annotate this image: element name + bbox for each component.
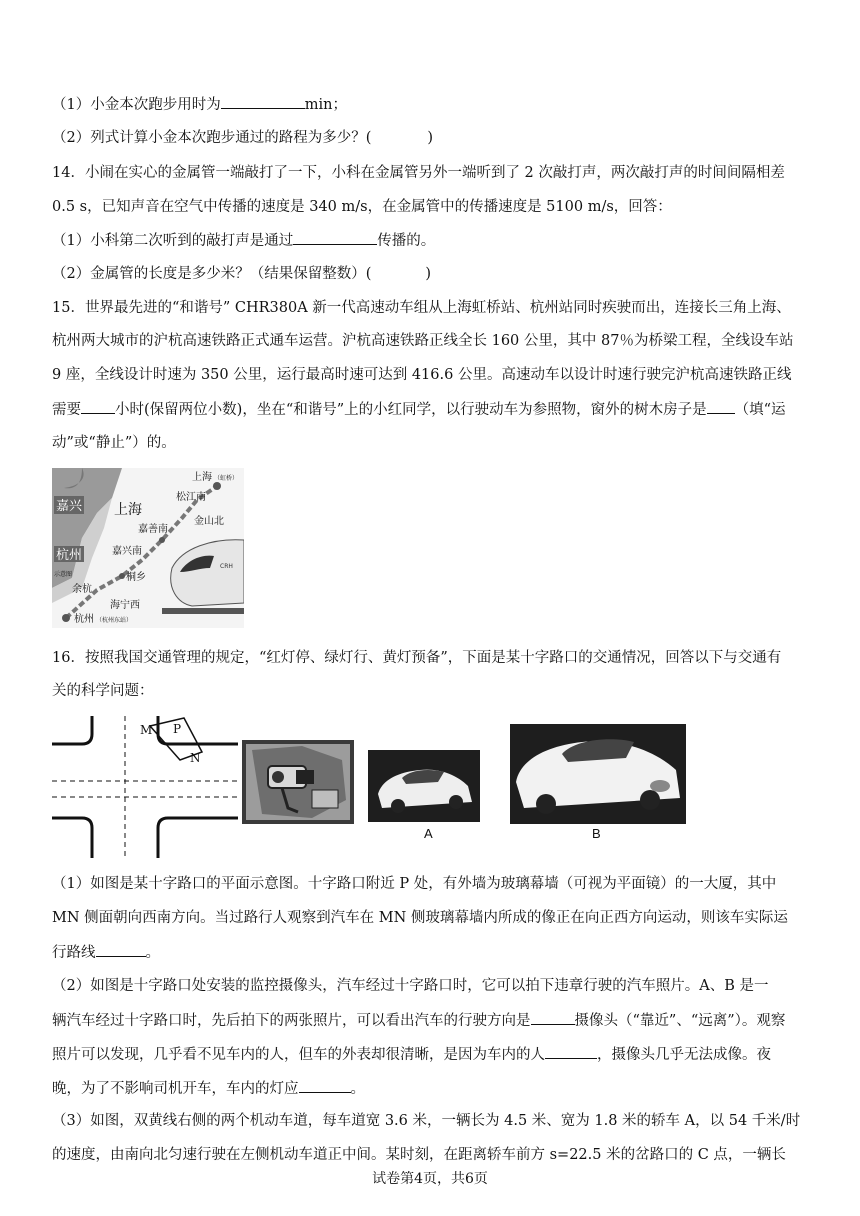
map-label-hangzhou-east-sub: （杭州东站） [96, 617, 133, 624]
caption-a: A [424, 826, 433, 841]
answer-blank[interactable] [531, 1010, 575, 1025]
q16-part2-line2: 辆汽车经过十字路口时，先后拍下的两张照片，可以看出汽车的行驶方向是 摄像头（“靠近”、“远离”）。观察 [52, 1010, 785, 1031]
map-label-jinshanbei: 金山北 [194, 516, 224, 527]
q15-stem-line2: 杭州两大城市的沪杭高速铁路正式通车运营。沪杭高速铁路正线全长 160 公里，其中 87％为桥梁工程，全线设车站 [52, 333, 794, 349]
q16-part3-line1: （3）如图，双黄线右侧的两个机动车道，每车道宽 3.6 米，一辆长为 4.5 米、宽为 1.8 米的轿车 A，以 54 千米/时 [52, 1113, 801, 1129]
q16-part1-line1: （1）如图是某十字路口的平面示意图。十字路口附近 P 处，有外墙为玻璃幕墙（可视为平面镜）的一大厦，其中 [52, 876, 777, 892]
q16-part1-line3: 行路线 。 [52, 942, 160, 963]
map-label-tongxiang: 桐乡 [126, 572, 146, 583]
map-label-side: 示意图 [54, 571, 73, 578]
q16-stem-line2: 关的科学问题： [52, 683, 154, 699]
q14-stem-line2: 0.5 s，已知声音在空气中传播的速度是 340 m/s，在金属管中的传播速度是 5100 m/s，回答： [52, 199, 672, 215]
map-label-hangzhou: 杭州 [56, 548, 83, 563]
map-label-hangzhou-east: 杭州 [74, 614, 94, 625]
answer-blank[interactable] [96, 942, 146, 957]
map-label-jiashannan: 嘉善南 [138, 524, 168, 535]
map-label-crh: CRH [220, 563, 233, 570]
q15-stem-line4: 需要 小时(保留两位小数)，坐在“和谐号”上的小红同学，以行驶动车为参照物，窗外的树木房子是 （填“运 [52, 399, 786, 420]
camera-photo [242, 740, 354, 824]
caption-b: B [592, 826, 601, 841]
label-M: M [140, 723, 153, 737]
answer-blank[interactable] [299, 1078, 351, 1093]
q16-part2-line4: 晚，为了不影响司机开车，车内的灯应 。 [52, 1078, 365, 1099]
map-label-jiaxing: 嘉兴 [56, 499, 83, 514]
q14-part2: （2）金属管的长度是多少米？（结果保留整数）( ) [52, 266, 432, 282]
intersection-diagram [52, 716, 238, 858]
q16-part2-line1: （2）如图是十字路口处安装的监控摄像头，汽车经过十字路口时，它可以拍下违章行驶的汽车照片。A、B 是一 [52, 978, 769, 994]
q16-part1-line2: MN 侧面朝向西南方向。当过路行人观察到汽车在 MN 侧玻璃幕墙内所成的像正在向正西方向运动，则该车实际运 [52, 910, 788, 926]
answer-blank[interactable] [293, 230, 377, 245]
answer-blank[interactable] [81, 399, 115, 414]
map-label-jiaxingnan: 嘉兴南 [112, 546, 142, 557]
q15-stem-line5: 动”或“静止”）的。 [52, 435, 176, 451]
q14-stem-line1: 14．小闹在实心的金属管一端敲打了一下，小科在金属管另外一端听到了 2 次敲打声，两次敲打声的时间间隔相差 [52, 165, 785, 181]
q16-part2-line3: 照片可以发现，几乎看不见车内的人，但车的外表却很清晰，是因为车内的人 ，摄像头几乎无法成像。夜 [52, 1044, 771, 1065]
map-label-shanghai: 上海 [114, 502, 142, 518]
q14-part1: （1）小科第二次听到的敲打声是通过 传播的。 [52, 230, 435, 251]
answer-blank[interactable] [221, 94, 305, 109]
q16-stem-line1: 16．按照我国交通管理的规定，“红灯停、绿灯行、黄灯预备”，下面是某十字路口的交通情况，回答以下与交通有 [52, 650, 782, 666]
map-label-hainingxi: 海宁西 [110, 600, 140, 611]
label-N: N [190, 751, 201, 765]
car-photo-a [368, 750, 480, 822]
answer-blank[interactable] [707, 399, 735, 414]
q15-stem-line3: 9 座，全线设计时速为 350 公里，运行最高时速可达到 416.6 公里。高速动车以设计时速行驶完沪杭高速铁路正线 [52, 367, 792, 383]
q15-stem-line1: 15．世界最先进的“和谐号” CHR380A 新一代高速动车组从上海虹桥站、杭州站同时疾驶而出，连接长三角上海、 [52, 300, 791, 316]
q13-part2: （2）列式计算小金本次跑步通过的路程为多少？( ) [52, 130, 434, 146]
map-label-shanghai-hq: 上海 [192, 472, 212, 483]
label-P: P [173, 722, 182, 736]
map-label-hongqiao: （虹桥） [214, 475, 239, 482]
answer-blank[interactable] [545, 1044, 597, 1059]
q13-part1: （1）小金本次跑步用时为 min； [52, 94, 347, 115]
map-label-yuhang: 余杭 [72, 584, 92, 595]
car-photo-b [510, 724, 686, 824]
rail-map-figure [52, 468, 244, 628]
page-footer: 试卷第4页，共6页 [372, 1171, 488, 1187]
map-label-songjiangnan: 松江南 [176, 492, 206, 503]
q16-part3-line2: 的速度，由南向北匀速行驶在左侧机动车道正中间。某时刻，在距离轿车前方 s=22.5 米的岔路口的 C 点，一辆长 [52, 1147, 786, 1163]
